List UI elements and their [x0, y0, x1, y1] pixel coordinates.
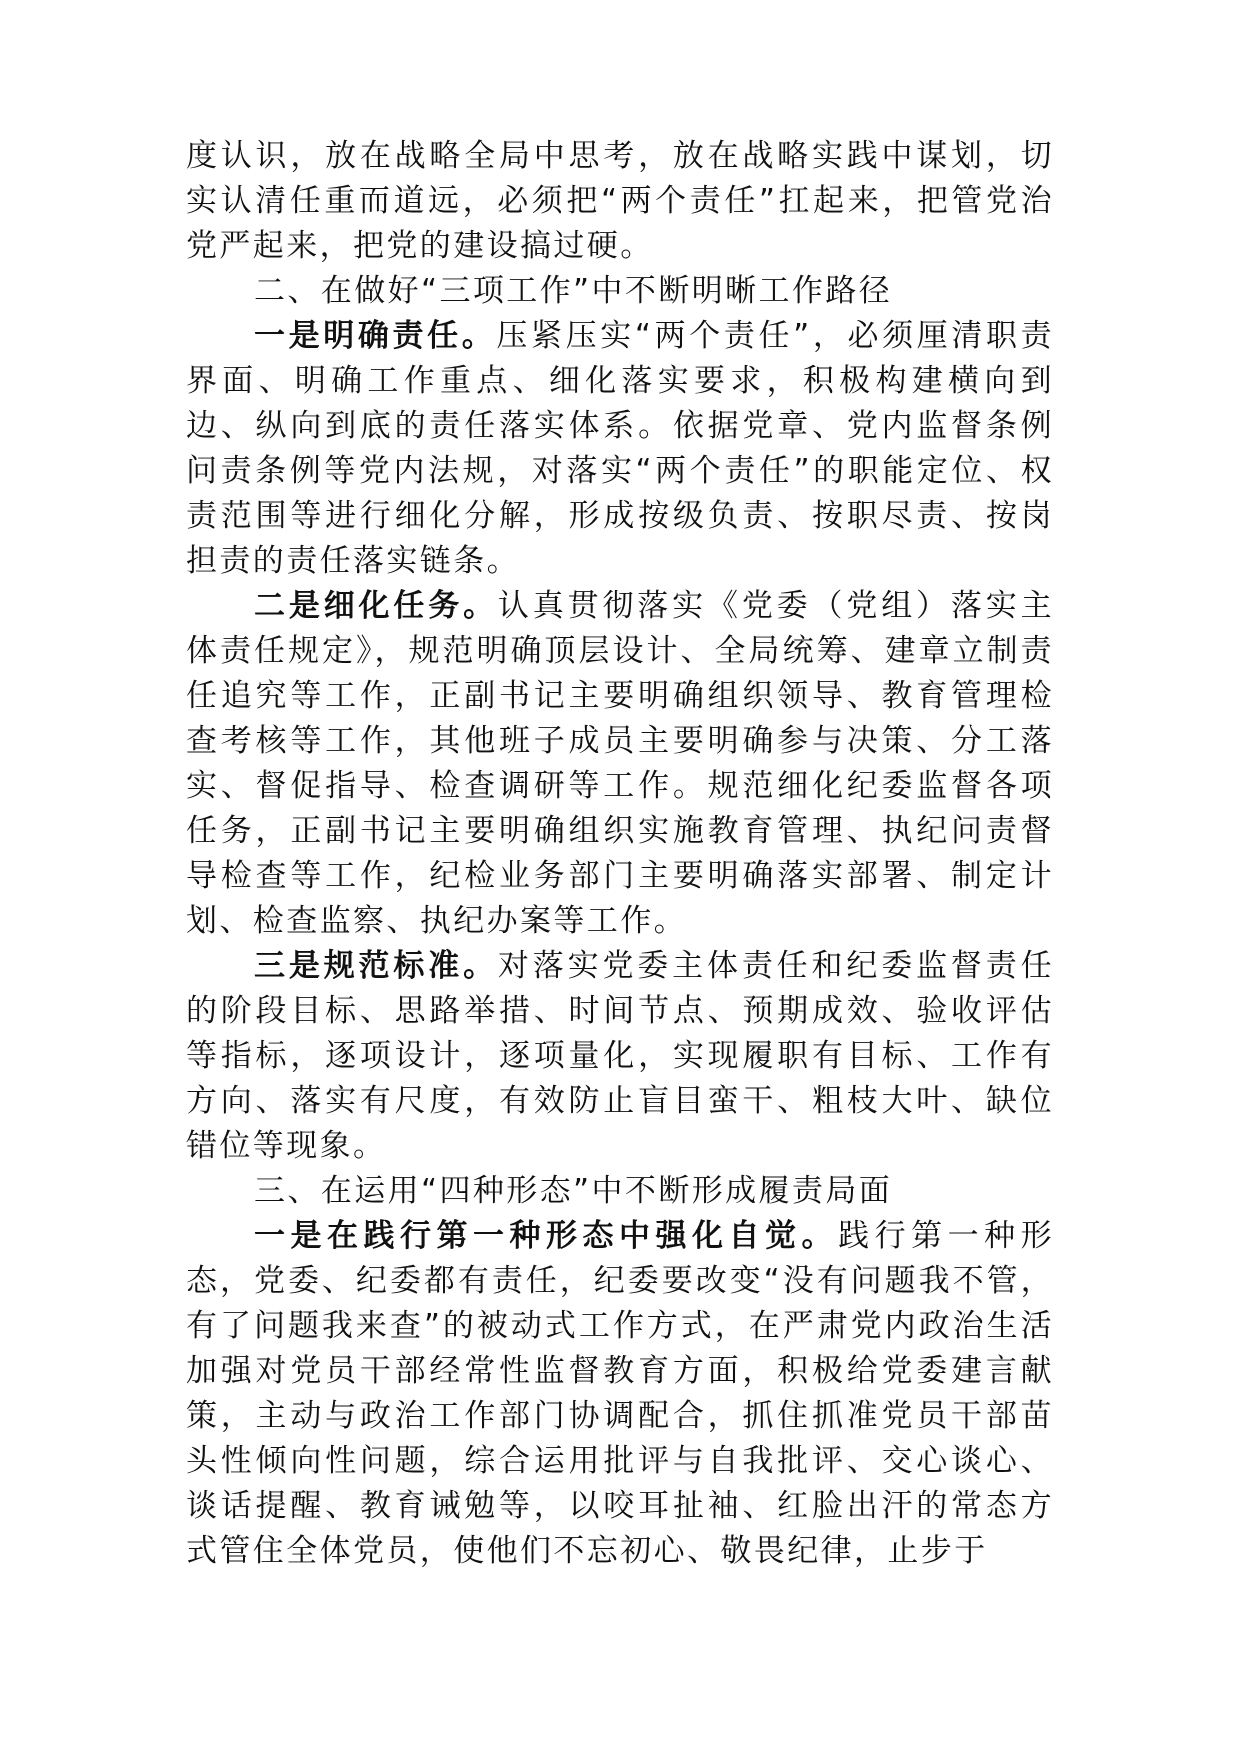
paragraph-first-form: [186, 1214, 1054, 1574]
paragraph-refine-tasks: [186, 584, 1054, 944]
paragraph-lead: 三是规范标准。: [254, 948, 498, 984]
document-page: [186, 134, 1054, 1574]
paragraph-text: 度认识，放在战略全局中思考，放在战略实践中谋划，切实认清任重而道远，必须把“两个责任”扛起来，把管党治党严起来，把党的建设搞过硬。: [186, 138, 1054, 264]
paragraph-clarify-responsibility: [186, 314, 1054, 584]
section-heading-text: 二、在做好“三项工作”中不断明晰工作路径: [254, 273, 893, 309]
paragraph-standardize: [186, 944, 1054, 1169]
paragraph-lead: 一是明确责任。: [254, 318, 497, 354]
section-heading-two: [186, 269, 1054, 314]
section-heading-text: 三、在运用“四种形态”中不断形成履责局面: [254, 1173, 893, 1209]
paragraph-lead: 一是在践行第一种形态中强化自觉。: [254, 1218, 839, 1254]
paragraph-intro: [186, 134, 1054, 269]
paragraph-lead: 二是细化任务。: [254, 588, 498, 624]
paragraph-text: 践行第一种形态，党委、纪委都有责任，纪委要改变“没有问题我不管，有了问题我来查”的被动式工作方式，在严肃党内政治生活加强对党员干部经常性监督教育方面，积极给党委建言献策，主动与政治工作部门协调配合，抓住抓准党员干部苗头性倾向性问题，综合运用批评与自我批评、交心谈心、谈话提醒、教育诫勉等，以咬耳扯袖、红脸出汗的常态方式管住全体党员，使他们不忘初心、敬畏纪律，止步于: [186, 1218, 1054, 1569]
paragraph-text: 对落实党委主体责任和纪委监督责任的阶段目标、思路举措、时间节点、预期成效、验收评估等指标，逐项设计，逐项量化，实现履职有目标、工作有方向、落实有尺度，有效防止盲目蛮干、粗枝大叶、缺位错位等现象。: [186, 948, 1054, 1164]
paragraph-text: 认真贯彻落实《党委（党组）落实主体责任规定》，规范明确顶层设计、全局统筹、建章立制责任追究等工作，正副书记主要明确组织领导、教育管理检查考核等工作，其他班子成员主要明确参与决策、分工落实、督促指导、检查调研等工作。规范细化纪委监督各项任务，正副书记主要明确组织实施教育管理、执纪问责督导检查等工作，纪检业务部门主要明确落实部署、制定计划、检查监察、执纪办案等工作。: [186, 588, 1054, 939]
paragraph-text: 压紧压实“两个责任”，必须厘清职责界面、明确工作重点、细化落实要求，积极构建横向到边、纵向到底的责任落实体系。依据党章、党内监督条例问责条例等党内法规，对落实“两个责任”的职能定位、权责范围等进行细化分解，形成按级负责、按职尽责、按岗担责的责任落实链条。: [186, 318, 1054, 579]
section-heading-three: [186, 1169, 1054, 1214]
